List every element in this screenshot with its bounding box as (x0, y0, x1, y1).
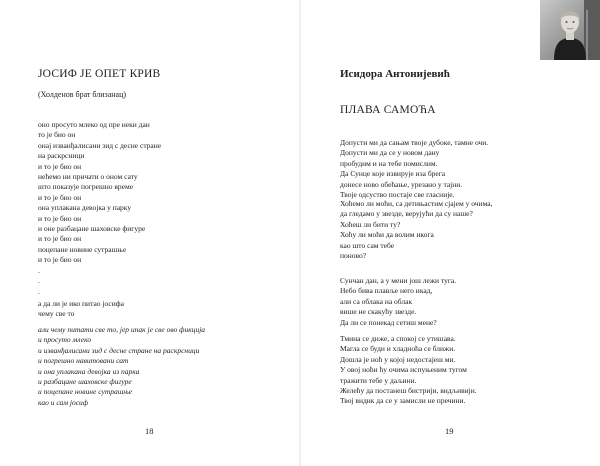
poem-line: тражити тебе у даљини. (340, 375, 417, 385)
poem-line: и то је био он (38, 255, 82, 265)
poem-line: Небо бива плавље него икад, (340, 286, 433, 296)
poem-line: и поцепане новине сутрашње (38, 387, 133, 397)
poem-line: и то је био он (38, 234, 82, 244)
poem-line: онај изванђалисани зид с десне стране (38, 140, 162, 150)
poem-line: на раскрсници (38, 151, 85, 161)
poem-line: и она уплакана девојка из парка (38, 366, 140, 376)
poem-line: као што сам тебе (340, 240, 395, 250)
page-number: 18 (145, 426, 154, 436)
author-photo (540, 0, 600, 60)
poem-line: Хоћеш ли бити ту? (340, 219, 401, 229)
poem-line: и погрешно навитовани сат (38, 356, 129, 366)
poem-line: Желећу да постанеш бистрији, видљивији. (340, 386, 477, 396)
author-portrait-image (540, 0, 600, 60)
poem-line: то је био он (38, 130, 76, 140)
poem-line: Сунчан дан, а у мени још лежи туга. (340, 276, 457, 285)
poem-title: ПЛАВА САМОЋА (340, 104, 436, 116)
poem-title: ЈОСИФ ЈЕ ОПЕТ КРИВ (38, 68, 161, 80)
poem-line: и то је био он (38, 161, 82, 171)
poem-line: као и сам јосиф (38, 397, 89, 407)
stanza (38, 299, 124, 320)
poem-line: и просуто млеко (38, 335, 92, 345)
poem-line: и то је био он (38, 192, 82, 202)
poem-line: више не скакућу звезде. (340, 307, 417, 317)
page-number: 19 (445, 426, 454, 436)
poem-line: Дошла је ноћ у којој недостајеш ми. (340, 354, 456, 364)
stanza (38, 120, 161, 297)
poem-line: она уплакана девојка у парку (38, 203, 132, 213)
poem-line: . (38, 286, 40, 296)
poem-line: чему све то (38, 309, 75, 319)
poem-line: и разбацане шаховске фигуре (38, 377, 132, 387)
poem-line: пробудим и на тебе помислим. (340, 158, 438, 168)
poem-line: Магла се буди и хладноћа се ближи. (340, 344, 456, 354)
poem-line: Твој видик да се у замисли не пречини. (340, 396, 466, 406)
poem-line: . (38, 265, 40, 275)
poem-line: и изванђалисани зид с десне стране на раскрсници (38, 345, 200, 355)
poem-line: да гледамо у звезде, верујући да су наше? (340, 209, 473, 219)
poem-line: Хоћемо ли моћи, са детињастим сјајем у очима, (340, 199, 493, 208)
poem-line: нећемо ни причати о оном сату (38, 172, 138, 182)
poem-line: Да ли се понекад сетиш мене? (340, 317, 437, 327)
poem-line: Допусти ми да сањам твоје дубоке, тамне очи. (340, 138, 489, 147)
poem-line: а да ли је ико питао јосифа (38, 299, 124, 308)
stanza (340, 138, 488, 200)
poem-line: оно просуто млеко од пре неки дан (38, 120, 150, 129)
poem-subtitle: (Холденов брат близанац) (38, 90, 127, 99)
poem-line: Допусти ми да се у новом дану (340, 148, 440, 158)
poem-line: али са облака на облак (340, 296, 413, 306)
poem-line: Хоћу ли моћи да волим икога (340, 230, 434, 240)
poem-line: Твоје одсуство постаје све гласније. (340, 190, 455, 200)
poem-line: поново? (340, 251, 367, 261)
stanza (340, 199, 492, 261)
poem-line: Да Сунце које извирује иза брега (340, 169, 446, 179)
right-page (300, 0, 600, 466)
poem-line: У овој ноћи ћу очима испуњеним тугом (340, 365, 467, 375)
poem-line: и оне разбацане шаховске фигуре (38, 224, 146, 234)
poem-line: . (38, 276, 40, 286)
stanza (340, 334, 477, 407)
poem-line: поцепане новине сутрашње (38, 244, 127, 254)
poem-line: и то је био он (38, 213, 82, 223)
poem-line: донесе ново обећање, урезано у тајни. (340, 179, 463, 189)
poem-line: али чему питати све то, јер ипак је све ово фикција (38, 325, 206, 334)
poem-line: Тмина се диже, а спокој се утишава. (340, 334, 456, 343)
stanza-italic (38, 325, 205, 408)
stanza (340, 276, 456, 328)
author-name: Исидора Антонијевић (340, 68, 450, 80)
poem-line: што показује погрешно време (38, 182, 134, 192)
